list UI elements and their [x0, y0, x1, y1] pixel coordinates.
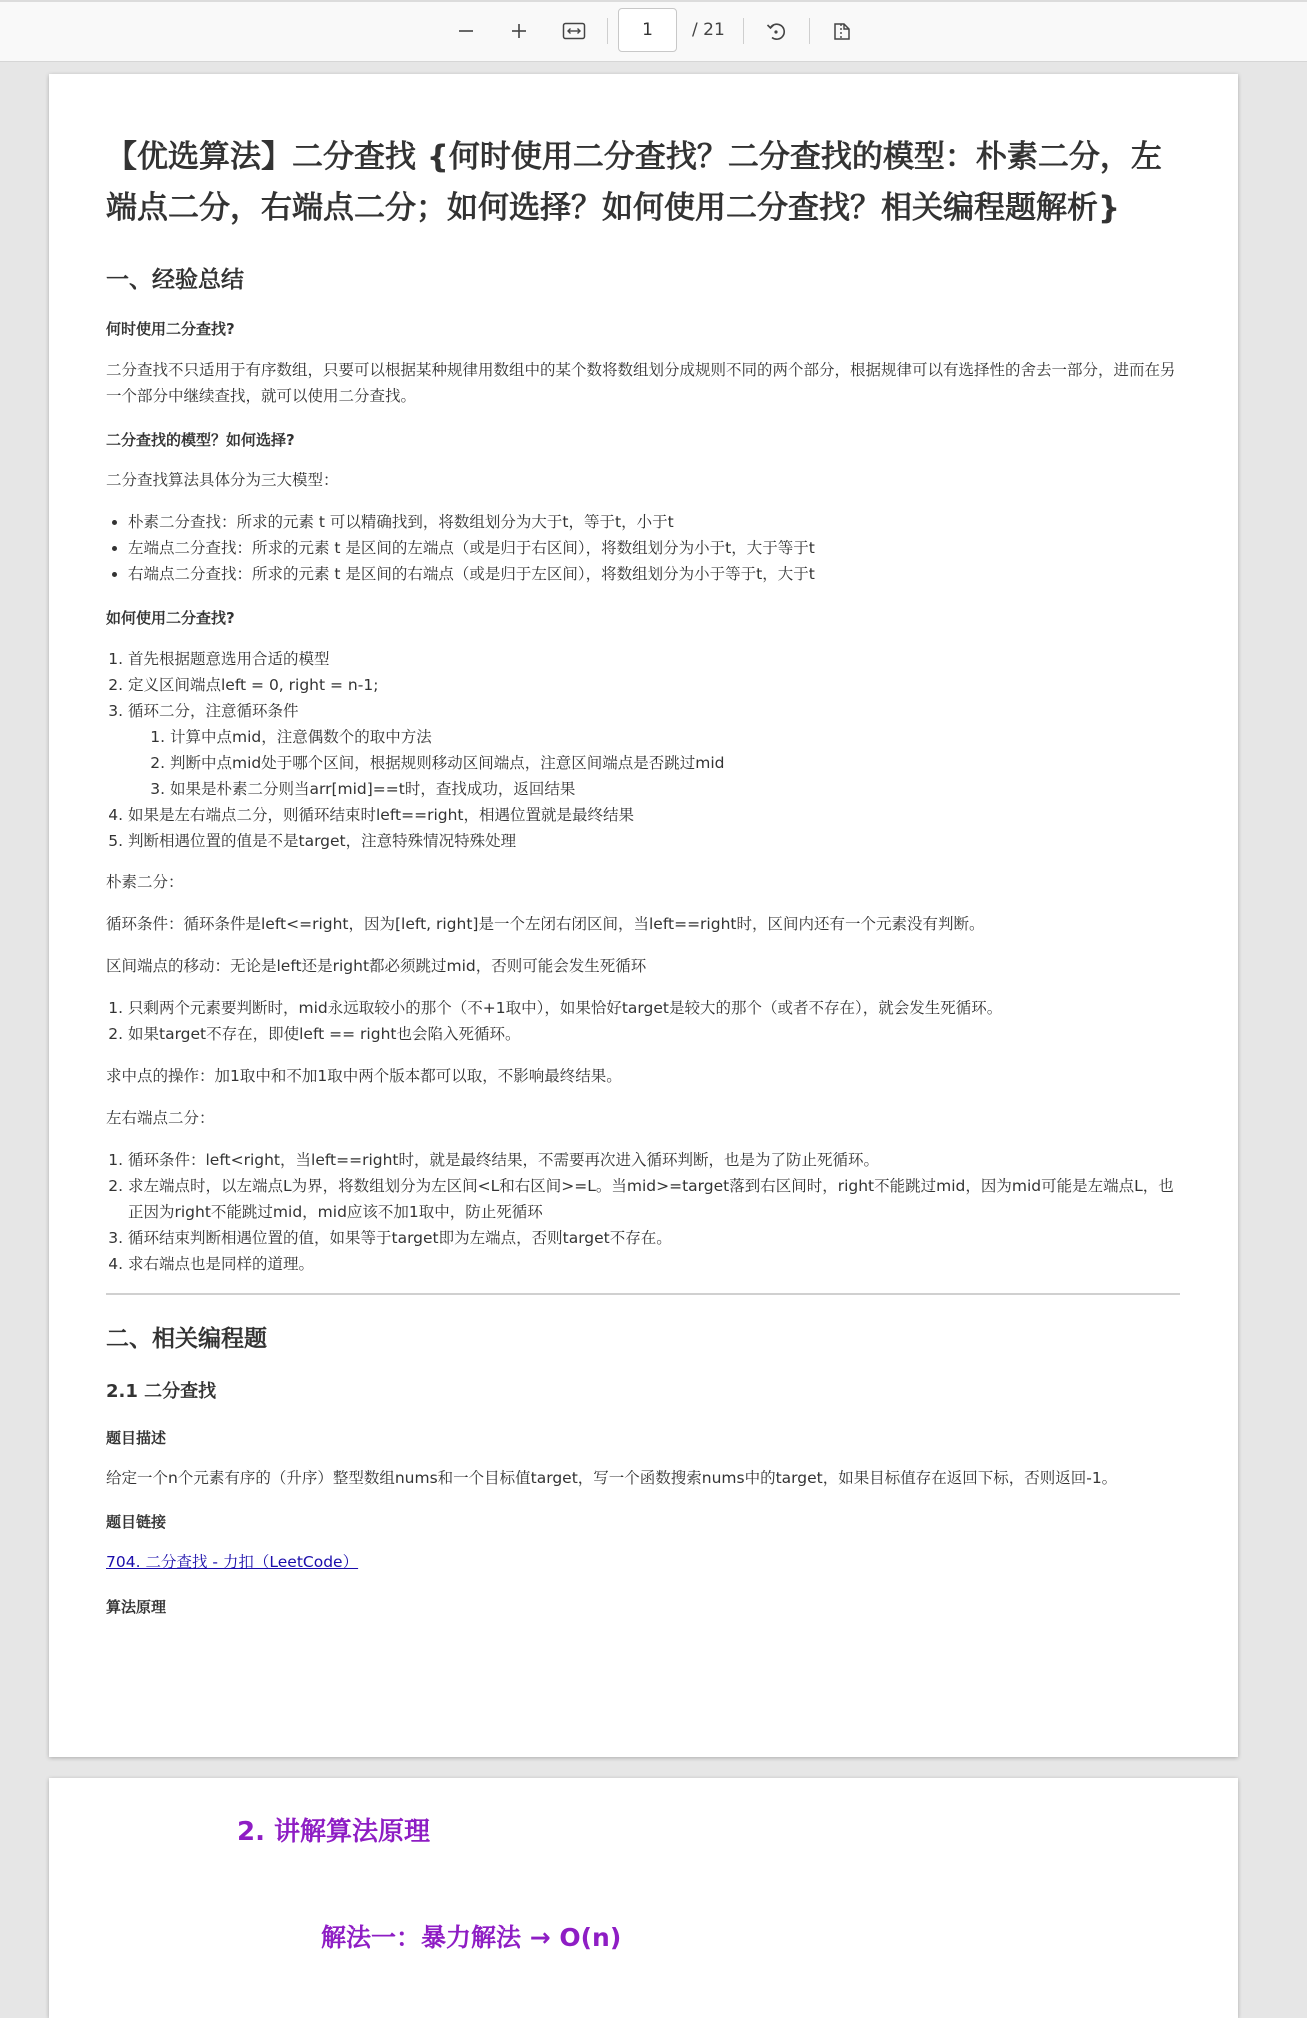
- question-how-heading: 如何使用二分查找?: [106, 609, 235, 627]
- toolbar-separator: [607, 18, 608, 44]
- problem-link-wrapper: [106, 1550, 358, 1572]
- list-item: • 右端点二分查找：所求的元素 t 是区间的右端点（或是归于左区间），将数组划分为小于等于t，大于t: [128, 561, 1180, 587]
- list-item: 2. 定义区间端点left = 0, right = n-1;: [128, 672, 1180, 698]
- lr-list: [106, 1147, 1180, 1277]
- question-models-heading: 二分查找的模型？如何选择?: [106, 431, 295, 449]
- problem-link[interactable]: 704. 二分查找 - 力扣（LeetCode）: [106, 1553, 359, 1571]
- naive-label: 朴素二分：: [106, 873, 184, 891]
- plus-icon: [510, 22, 528, 40]
- section-divider: [106, 1293, 1180, 1295]
- document-title: 【优选算法】二分查找 {何时使用二分查找？二分查找的模型：朴素二分，左端点二分，右端点二分；如何选择？如何使用二分查找？相关编程题解析}: [106, 139, 1162, 226]
- list-item: • 朴素二分查找：所求的元素 t 可以精确找到，将数组划分为大于t，等于t，小于t: [128, 509, 1180, 535]
- paragraph-models-intro: 二分查找算法具体分为三大模型：: [106, 471, 339, 489]
- zoom-out-button[interactable]: [449, 14, 483, 48]
- list-item: [128, 698, 1180, 802]
- fit-width-button[interactable]: [557, 14, 591, 48]
- handwritten-solution: 解法一：暴力解法 → O(n): [321, 1923, 622, 1952]
- list-item: 1. 只剩两个元素要判断时，mid永远取较小的那个（不+1取中），如果恰好target是较大的那个（或者不存在），就会发生死循环。: [128, 995, 1180, 1021]
- list-item: • 左端点二分查找：所求的元素 t 是区间的左端点（或是归于右区间），将数组划分为小于t，大于等于t: [128, 535, 1180, 561]
- paragraph-when: 二分查找不只适用于有序数组，只要可以根据某种规律用数组中的某个数将数组划分成规则不同的两个部分，根据规律可以有选择性的舍去一部分，进而在另一个部分中继续查找，就可以使用二分查找。: [106, 361, 1176, 405]
- description-text: 给定一个n个元素有序的（升序）整型数组nums和一个目标值target，写一个函数搜索nums中的target，如果目标值存在返回下标，否则返回-1。: [106, 1469, 1118, 1487]
- page-number-input[interactable]: [618, 8, 677, 52]
- handwritten-title: 2. 讲解算法原理: [237, 1817, 431, 1847]
- description-label: 题目描述: [106, 1429, 167, 1447]
- naive-move: 区间端点的移动：无论是left还是right都必须跳过mid，否则可能会发生死循环: [106, 957, 647, 975]
- principle-label: 算法原理: [106, 1598, 167, 1616]
- models-list: [106, 509, 1180, 587]
- steps-list: [106, 646, 1180, 854]
- zoom-in-button[interactable]: [502, 14, 536, 48]
- naive-list: [106, 995, 1180, 1047]
- list-item: 1. 计算中点mid，注意偶数个的取中方法: [170, 724, 1180, 750]
- page-view-icon: [831, 19, 855, 43]
- list-item: 2. 如果target不存在，即使left == right也会陷入死循环。: [128, 1021, 1180, 1047]
- pdf-toolbar: [0, 0, 1307, 62]
- list-item-text: 循环二分，注意循环条件: [128, 702, 299, 720]
- minus-icon: [457, 22, 475, 40]
- toolbar-top-border: [0, 0, 1307, 2]
- naive-mid: 求中点的操作：加1取中和不加1取中两个版本都可以取，不影响最终结果。: [106, 1067, 622, 1085]
- section-heading-problems: 二、相关编程题: [106, 1326, 267, 1352]
- list-item: 5. 判断相遇位置的值是不是target，注意特殊情况特殊处理: [128, 828, 1180, 854]
- toolbar-separator: [809, 18, 810, 44]
- section-heading-summary: 一、经验总结: [106, 267, 244, 293]
- list-item: 1. 循环条件：left<right，当left==right时，就是最终结果，不需要再次进入循环判断，也是为了防止死循环。: [128, 1147, 1180, 1173]
- link-label: 题目链接: [106, 1513, 167, 1531]
- rotate-button[interactable]: [759, 14, 793, 48]
- lr-label: 左右端点二分：: [106, 1109, 215, 1127]
- list-item: 3. 如果是朴素二分则当arr[mid]==t时，查找成功，返回结果: [170, 776, 1180, 802]
- document-page-2: [49, 1778, 1238, 2018]
- list-item: 2. 求左端点时，以左端点L为界，将数组划分为左区间<L和右区间>=L。当mid>=target落到右区间时，right不能跳过mid，因为mid可能是左端点L，也正因为right不能跳过mid，mid应该不加1取中，防止死循环: [128, 1173, 1180, 1225]
- fit-width-icon: [562, 21, 586, 41]
- document-page-1: [49, 74, 1238, 1757]
- list-item: 1. 首先根据题意选用合适的模型: [128, 646, 1180, 672]
- page-view-button[interactable]: [826, 14, 860, 48]
- question-when-heading: 何时使用二分查找?: [106, 320, 235, 338]
- list-item: 4. 求右端点也是同样的道理。: [128, 1251, 1180, 1277]
- list-item: 4. 如果是左右端点二分，则循环结束时left==right，相遇位置就是最终结果: [128, 802, 1180, 828]
- rotate-icon: [764, 19, 788, 43]
- list-item: 2. 判断中点mid处于哪个区间，根据规则移动区间端点，注意区间端点是否跳过mid: [170, 750, 1180, 776]
- list-item: 3. 循环结束判断相遇位置的值，如果等于target即为左端点，否则target不存在。: [128, 1225, 1180, 1251]
- toolbar-separator: [743, 18, 744, 44]
- substeps-list: [128, 724, 1180, 802]
- page-total-label: / 21: [692, 20, 725, 40]
- naive-condition: 循环条件：循环条件是left<=right，因为[left, right]是一个左闭右闭区间，当left==right时，区间内还有一个元素没有判断。: [106, 915, 985, 933]
- subsection-heading-binary-search: 2.1 二分查找: [106, 1381, 217, 1402]
